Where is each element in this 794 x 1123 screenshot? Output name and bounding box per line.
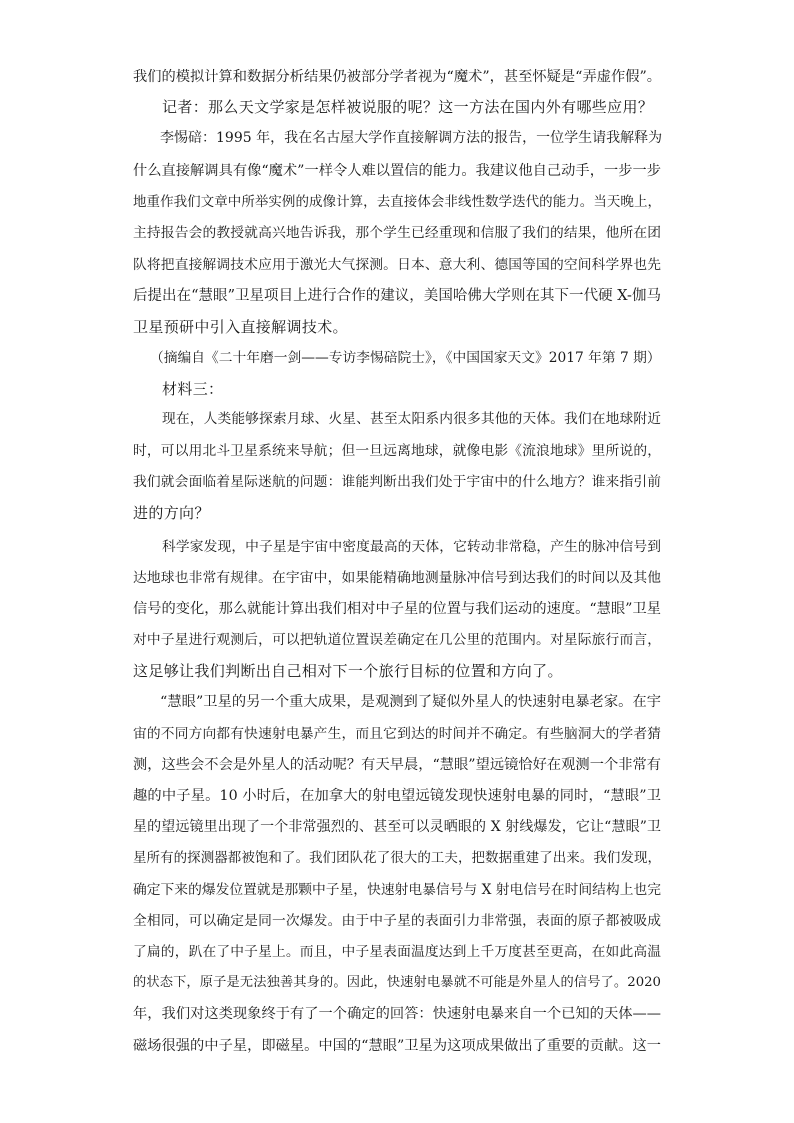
text-line: 测，这些会不会是外星人的活动呢？有天早晨，“慧眼”望远镜恰好在观测一个非常有 <box>133 757 661 773</box>
text-line: 达地球也非常有规律。在宇宙中，如果能精确地测量脉冲信号到达我们的时间以及其他 <box>133 570 661 586</box>
text-line: 现在，人类能够探索月球、火星、甚至太阳系内很多其他的天体。我们在地球附近 <box>162 411 661 427</box>
text-line: 什么直接解调具有像“魔术”一样令人难以置信的能力。我建议他自己动手，一步一步 <box>133 163 661 179</box>
text-line: 这足够让我们判断出自己相对下一个旅行目标的位置和方向了。 <box>133 662 563 680</box>
text-line: 时，可以用北斗卫星系统来导航；但一旦远离地球，就像电影《流浪地球》里所说的， <box>133 443 661 459</box>
text-line: 磁场很强的中子星，即磁星。中国的“慧眼”卫星为这项成果做出了重要的贡献。这一 <box>133 1038 661 1054</box>
text-line: 对中子星进行观测后，可以把轨道位置误差确定在几公里的范围内。对星际旅行而言， <box>133 632 661 648</box>
text-line: 后提出在“慧眼”卫星项目上进行合作的建议，美国哈佛大学则在其下一代硬 X-伽马 <box>133 288 661 304</box>
text-line: 星的望远镜里出现了一个非常强烈的、甚至可以灵晒眼的 X 射线爆发，它让“慧眼”卫 <box>133 819 661 835</box>
text-line: 地重作我们文章中所举实例的成像计算，去直接体会非线性数学迭代的能力。当天晚上， <box>133 194 661 210</box>
text-line: 我们的模拟计算和数据分析结果仍被部分学者视为“魔术”，甚至怀疑是“弄虚作假”。 <box>133 69 661 85</box>
text-line: 的状态下，原子是无法独善其身的。因此，快速射电暴就不可能是外星人的信号了。2020 <box>133 975 661 990</box>
text-line: 进的方向？ <box>133 504 210 522</box>
text-line: 科学家发现，中子星是宇宙中密度最高的天体，它转动非常稳，产生的脉冲信号到 <box>162 539 661 555</box>
text-line: 我们就会面临着星际迷航的问题：谁能判断出我们处于宇宙中的什么地方？谁来指引前 <box>133 474 661 490</box>
text-line: 记者：那么天文学家是怎样被说服的呢？这一方法在国内外有哪些应用？ <box>162 98 654 116</box>
text-line: 信号的变化，那么就能计算出我们相对中子星的位置与我们运动的速度。“慧眼”卫星 <box>133 601 661 617</box>
text-line: 队将把直接解调技术应用于激光大气探测。日本、意大利、德国等国的空间科学界也先 <box>133 257 661 273</box>
text-line: “慧眼”卫星的另一个重大成果，是观测到了疑似外星人的快速射电暴老家。在宇 <box>160 694 661 710</box>
text-line: 宙的不同方向都有快速射电暴产生，而且它到达的时间并不确定。有些脑洞大的学者猜 <box>133 726 661 742</box>
section-heading: 材料三： <box>162 380 224 398</box>
text-line: 全相同，可以确定是同一次爆发。由于中子星的表面引力非常强，表面的原子都被吸成 <box>133 913 661 929</box>
text-line: 年，我们对这类现象终于有了一个确定的回答：快速射电暴来自一个已知的天体—— <box>133 1006 661 1022</box>
text-line: 趣的中子星。10 小时后，在加拿大的射电望远镜发现快速射电暴的同时，“慧眼”卫 <box>133 788 661 804</box>
text-line: 了扁的，趴在了中子星上。而且，中子星表面温度达到上千万度甚至更高，在如此高温 <box>133 944 661 960</box>
text-line: 卫星预研中引入直接解调技术。 <box>133 318 348 336</box>
text-line: 确定下来的爆发位置就是那颗中子星，快速射电暴信号与 X 射电信号在时间结构上也完 <box>133 882 661 898</box>
text-line: 星所有的探测器都被饱和了。我们团队花了很大的工夫，把数据重建了出来。我们发现， <box>133 850 661 866</box>
citation-line: （摘编自《二十年磨一剑——专访李惕碚院士》，《中国国家天文》2017 年第 7 期） <box>150 350 661 366</box>
text-line: 李惕碚：1995 年，我在名古屋大学作直接解调方法的报告，一位学生请我解释为 <box>160 130 663 146</box>
text-line: 主持报告会的教授就高兴地告诉我，那个学生已经重现和信服了我们的结果，他所在团 <box>133 225 661 241</box>
